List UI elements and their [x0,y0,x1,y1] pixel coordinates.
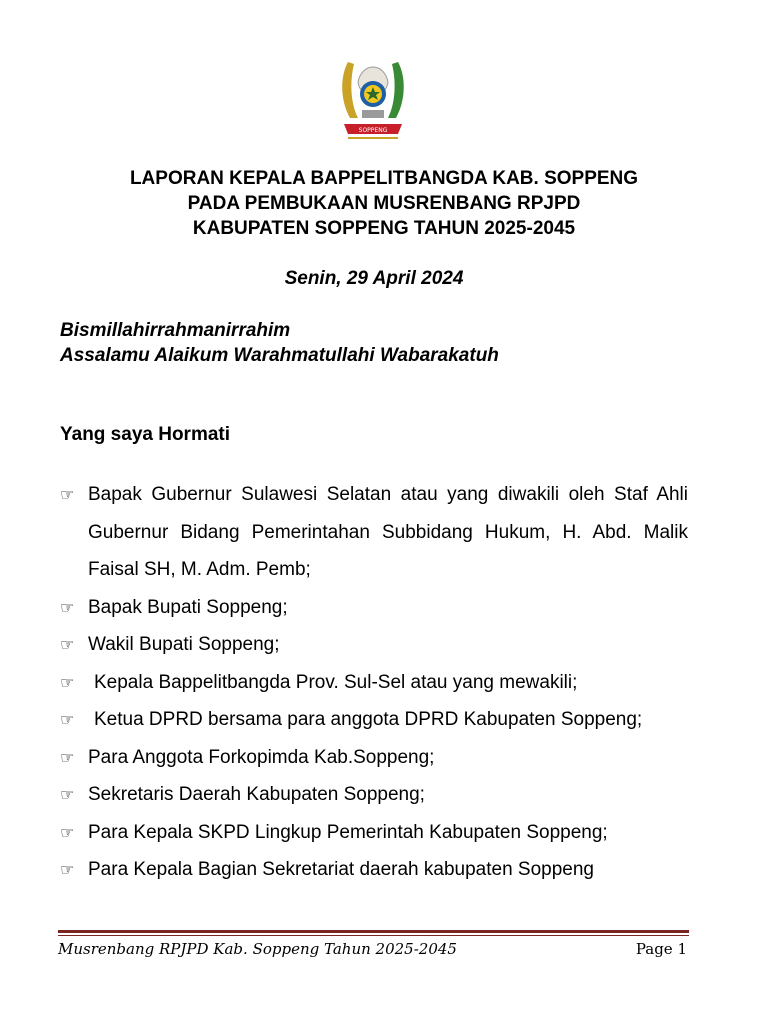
greeting-line-2: Assalamu Alaikum Warahmatullahi Wabarakatuh [60,345,499,366]
hand-pointing-icon: ☞ [60,485,75,504]
list-item: ☞ Bapak Gubernur Sulawesi Selatan atau yang diwakili oleh Staf Ahli Gubernur Bidang Pemerintahan Subbidang Hukum, H. Abd. Malik Faisal SH, M. Adm. Pemb; [60,476,688,589]
hand-pointing-icon: ☞ [60,860,75,879]
list-item: ☞ Para Kepala Bagian Sekretariat daerah kabupaten Soppeng [60,851,688,889]
list-item: ☞ Bapak Bupati Soppeng; [60,589,688,627]
list-item: ☞ Sekretaris Daerah Kabupaten Soppeng; [60,776,688,814]
emblem-wing-left [342,62,358,118]
hand-pointing-icon: ☞ [60,635,75,654]
hand-pointing-icon: ☞ [60,785,75,804]
page-number: Page 1 [635,940,687,958]
emblem-banner-text: SOPPENG [358,127,388,134]
list-item: ☞ Wakil Bupati Soppeng; [60,626,688,664]
list-item: ☞ Para Anggota Forkopimda Kab.Soppeng; [60,739,688,777]
hand-pointing-icon: ☞ [60,597,75,617]
footer-document-title: Musrenbang RPJPD Kab. Soppeng Tahun 2025-2045 [58,940,457,958]
list-item: ☞ Ketua DPRD bersama para anggota DPRD Kabupaten Soppeng; [60,701,688,739]
greeting-line-1: Bismillahirrahmanirrahim [60,320,291,341]
hand-pointing-icon: ☞ [60,710,75,729]
title-line-1: LAPORAN KEPALA BAPPELITBANGDA KAB. SOPPENG [129,168,639,189]
hand-pointing-icon: ☞ [60,747,75,767]
hand-pointing-icon: ☞ [60,822,75,842]
greeting [60,318,499,368]
emblem-wing-right [388,62,404,118]
honored-guests-list [60,476,688,889]
list-item: ☞ Kepala Bappelitbangda Prov. Sul-Sel atau yang mewakili; [60,664,688,702]
title-line-2: PADA PEMBUKAAN MUSRENBANG RPJPD [187,193,581,214]
document-title [0,166,768,241]
footer-rule-thin [58,935,689,936]
document-date: Senin, 29 April 2024 [284,268,464,289]
list-item: ☞ Para Kepala SKPD Lingkup Pemerintah Kabupaten Soppeng; [60,814,688,852]
title-line-3: KABUPATEN SOPPENG TAHUN 2025-2045 [192,218,576,239]
soppeng-regency-emblem [336,52,410,148]
hand-pointing-icon: ☞ [60,672,75,692]
salutation-heading: Yang saya Hormati [60,424,231,445]
footer-rule-thick [58,930,689,933]
